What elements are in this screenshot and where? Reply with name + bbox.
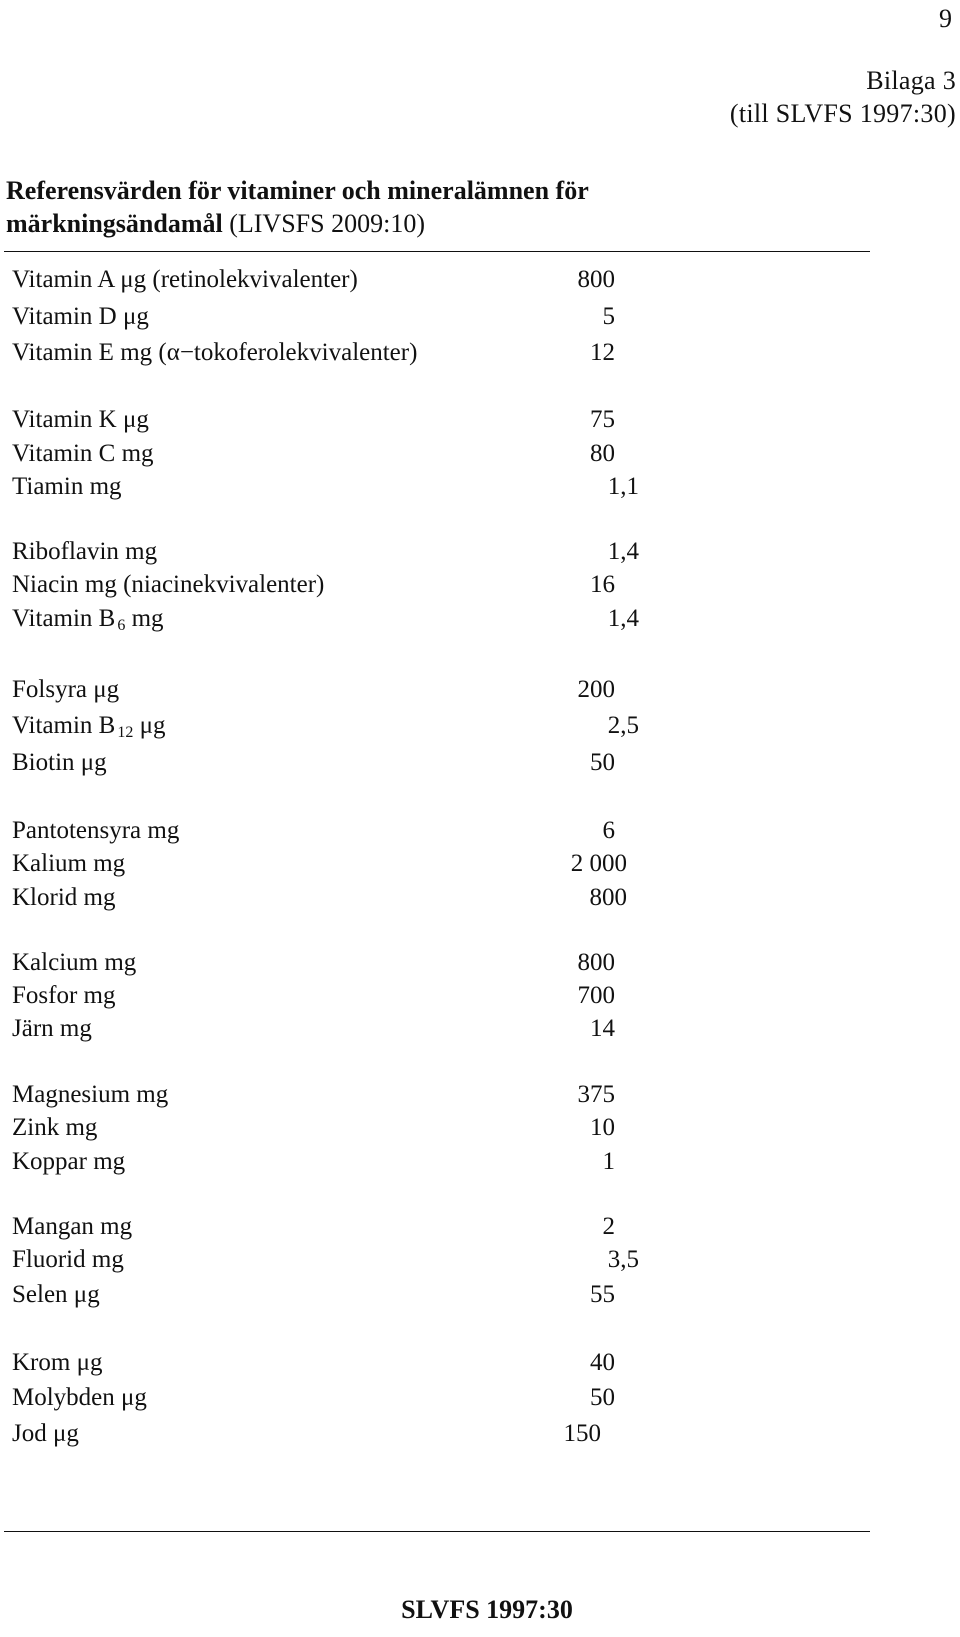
nutrient-value: 2: [602, 1213, 615, 1240]
page-footer: SLVFS 1997:30: [401, 1595, 573, 1624]
table-row: [12, 1418, 712, 1450]
nutrient-label: Tiamin mg: [12, 473, 122, 500]
table-row: [12, 710, 712, 742]
nutrient-label: Vitamin C mg: [12, 440, 154, 467]
nutrient-label: Riboflavin mg: [12, 538, 158, 565]
label-prefix: Vitamin B: [12, 712, 116, 739]
nutrient-value: 200: [577, 676, 615, 703]
nutrient-value: 12: [590, 339, 615, 366]
nutrient-label: Zink mg: [12, 1114, 98, 1141]
table-row: [12, 747, 712, 779]
label-prefix: Vitamin B: [12, 605, 116, 632]
nutrient-label: Niacin mg (niacinekvivalenter): [12, 571, 325, 598]
nutrient-label: Biotin μg: [12, 749, 107, 776]
table-row: [12, 1013, 712, 1045]
nutrient-value: 1,4: [607, 605, 639, 632]
table-row: [12, 404, 712, 436]
nutrient-label: Vitamin K μg: [12, 406, 149, 433]
table-row: [12, 569, 712, 601]
table-row: [12, 301, 712, 333]
nutrient-value: 55: [590, 1281, 615, 1308]
nutrient-value: 50: [590, 1384, 615, 1411]
nutrient-value: 800: [589, 884, 627, 911]
nutrient-label: Pantotensyra mg: [12, 817, 180, 844]
table-row: [12, 1079, 712, 1111]
nutrient-label: Kalium mg: [12, 850, 126, 877]
table-row: [12, 264, 712, 296]
nutrient-value: 2 000: [570, 850, 627, 877]
nutrient-value: 3,5: [607, 1246, 639, 1273]
nutrient-value: 800: [577, 266, 615, 293]
nutrient-value: 6: [602, 817, 615, 844]
nutrient-value: 1: [602, 1148, 615, 1175]
table-row: [12, 947, 712, 979]
nutrient-label: Fosfor mg: [12, 982, 116, 1009]
nutrient-value: 1,4: [607, 538, 639, 565]
page-number: 9: [939, 4, 952, 33]
nutrient-value: 700: [577, 982, 615, 1009]
nutrient-label: Vitamin D μg: [12, 303, 149, 330]
appendix-label: Bilaga 3: [866, 66, 956, 95]
table-row: [12, 603, 712, 635]
nutrient-label: Kalcium mg: [12, 949, 137, 976]
nutrient-value: 150: [563, 1420, 601, 1447]
nutrient-value: 1,1: [607, 473, 639, 500]
label-subscript: 12: [117, 724, 134, 741]
title-main: Referensvärden för vitaminer och mineralämnen för märkningsändamål: [6, 176, 589, 238]
nutrient-label: Folsyra μg: [12, 676, 120, 703]
table-row: [12, 980, 712, 1012]
nutrient-value: 40: [590, 1349, 615, 1376]
nutrient-value: 14: [590, 1015, 615, 1042]
nutrient-label: Järn mg: [12, 1015, 92, 1042]
nutrient-label: Magnesium mg: [12, 1081, 169, 1108]
nutrient-label: Vitamin E mg (α−tokoferolekvivalenter): [12, 339, 418, 366]
nutrient-label: Klorid mg: [12, 884, 116, 911]
label-suffix: mg: [125, 605, 164, 632]
nutrient-label: Molybden μg: [12, 1384, 147, 1411]
nutrient-label: Jod μg: [12, 1420, 79, 1447]
nutrient-value: 5: [602, 303, 615, 330]
table-row: [12, 1347, 712, 1379]
nutrient-label: [12, 710, 166, 749]
table-row: [12, 882, 712, 914]
document-title: [6, 174, 726, 240]
nutrient-value: 10: [590, 1114, 615, 1141]
table-row: [12, 1244, 712, 1276]
nutrient-value: 375: [577, 1081, 615, 1108]
appendix-regulation: (till SLVFS 1997:30): [729, 99, 956, 128]
nutrient-value: 75: [590, 406, 615, 433]
bottom-divider: [4, 1531, 870, 1532]
table-row: [12, 337, 712, 369]
title-reference: (LIVSFS 2009:10): [222, 209, 425, 238]
table-row: [12, 1146, 712, 1178]
nutrient-value: 16: [590, 571, 615, 598]
nutrient-label: Krom μg: [12, 1349, 103, 1376]
table-row: [12, 1211, 712, 1243]
nutrient-label: Fluorid mg: [12, 1246, 124, 1273]
table-row: [12, 674, 712, 706]
nutrient-label: Vitamin A μg (retinolekvivalenter): [12, 266, 358, 293]
nutrient-label: [12, 603, 164, 642]
nutrient-value: 2,5: [607, 712, 639, 739]
table-row: [12, 536, 712, 568]
table-row: [12, 815, 712, 847]
nutrient-value: 50: [590, 749, 615, 776]
table-row: [12, 438, 712, 470]
table-row: [12, 471, 712, 503]
label-subscript: 6: [117, 617, 126, 634]
table-row: [12, 1382, 712, 1414]
appendix-reference: [730, 64, 956, 130]
top-divider: [4, 251, 870, 252]
table-row: [12, 848, 712, 880]
nutrient-value: 80: [590, 440, 615, 467]
table-row: [12, 1112, 712, 1144]
label-suffix: μg: [133, 712, 166, 739]
nutrient-value: 800: [577, 949, 615, 976]
nutrient-label: Mangan mg: [12, 1213, 133, 1240]
nutrient-label: Selen μg: [12, 1281, 100, 1308]
nutrient-label: Koppar mg: [12, 1148, 126, 1175]
table-row: [12, 1279, 712, 1311]
